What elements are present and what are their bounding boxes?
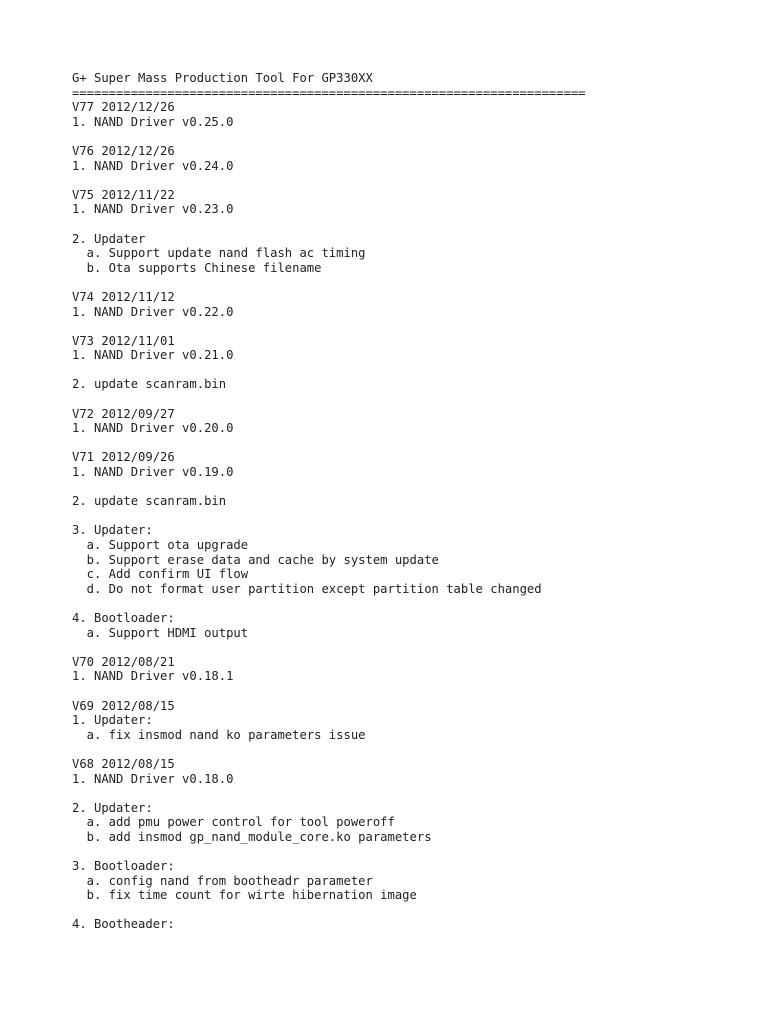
numbered-item: 4. Bootloader:: [72, 610, 175, 625]
numbered-item: 1. NAND Driver v0.18.0: [72, 771, 234, 786]
sub-item: b. Ota supports Chinese filename: [72, 260, 322, 275]
blank-line: [72, 480, 752, 495]
version-heading: V71 2012/09/26: [72, 450, 175, 465]
blank-line: [72, 742, 752, 757]
version-heading: V69 2012/08/15: [72, 698, 175, 713]
version-heading: V76 2012/12/26: [72, 143, 175, 158]
blank-line: [72, 129, 752, 144]
version-heading: V75 2012/11/22: [72, 187, 175, 202]
title-separator: ======================================================================: [72, 85, 586, 100]
sub-item: a. fix insmod nand ko parameters issue: [72, 727, 366, 742]
sub-item: a. Support ota upgrade: [72, 538, 249, 552]
blank-line: [72, 319, 752, 334]
version-heading: V68 2012/08/15: [72, 756, 175, 771]
numbered-item: 1. NAND Driver v0.18.1: [72, 669, 234, 684]
numbered-item: 1. NAND Driver v0.24.0: [72, 158, 234, 173]
blank-line: [72, 217, 752, 232]
sub-item: a. Support HDMI output: [72, 625, 249, 640]
blank-line: [72, 173, 752, 188]
sub-item: a. config nand from bootheadr parameter: [72, 873, 373, 888]
numbered-item: 3. Bootloader:: [72, 859, 175, 874]
document-title: G+ Super Mass Production Tool For GP330XX: [72, 71, 373, 85]
release-notes-document: [72, 71, 752, 932]
release-notes-body: [72, 100, 752, 932]
numbered-item: 1. Updater:: [72, 713, 153, 728]
numbered-item: 2. update scanram.bin: [72, 494, 227, 509]
blank-line: [72, 509, 752, 524]
numbered-item: 2. Updater:: [72, 800, 153, 815]
sub-item: b. add insmod gp_nand_module_core.ko parameters: [72, 829, 432, 844]
sub-item: c. Add confirm UI flow: [72, 567, 249, 582]
blank-line: [72, 436, 752, 451]
blank-line: [72, 640, 752, 655]
numbered-item: 1. NAND Driver v0.23.0: [72, 202, 234, 217]
numbered-item: 1. NAND Driver v0.21.0: [72, 348, 234, 363]
version-heading: V73 2012/11/01: [72, 333, 175, 348]
sub-item: d. Do not format user partition except partition table changed: [72, 581, 542, 596]
sub-item: b. fix time count for wirte hibernation image: [72, 888, 417, 903]
sub-item: b. Support erase data and cache by system update: [72, 552, 439, 567]
numbered-item: 3. Updater:: [72, 523, 153, 538]
blank-line: [72, 786, 752, 801]
blank-line: [72, 596, 752, 611]
numbered-item: 1. NAND Driver v0.22.0: [72, 304, 234, 319]
version-heading: V74 2012/11/12: [72, 289, 175, 304]
version-heading: V70 2012/08/21: [72, 654, 175, 669]
blank-line: [72, 363, 752, 378]
numbered-item: 2. Updater: [72, 231, 146, 246]
blank-line: [72, 392, 752, 407]
blank-line: [72, 275, 752, 290]
numbered-item: 2. update scanram.bin: [72, 377, 227, 392]
numbered-item: 1. NAND Driver v0.25.0: [72, 114, 234, 129]
blank-line: [72, 684, 752, 699]
sub-item: a. add pmu power control for tool poweroff: [72, 815, 395, 830]
blank-line: [72, 903, 752, 918]
sub-item: a. Support update nand flash ac timing: [72, 246, 366, 261]
blank-line: [72, 844, 752, 859]
numbered-item: 1. NAND Driver v0.20.0: [72, 421, 234, 436]
version-heading: V72 2012/09/27: [72, 406, 175, 421]
version-heading: V77 2012/12/26: [72, 100, 175, 115]
numbered-item: 4. Bootheader:: [72, 917, 175, 932]
numbered-item: 1. NAND Driver v0.19.0: [72, 465, 234, 480]
